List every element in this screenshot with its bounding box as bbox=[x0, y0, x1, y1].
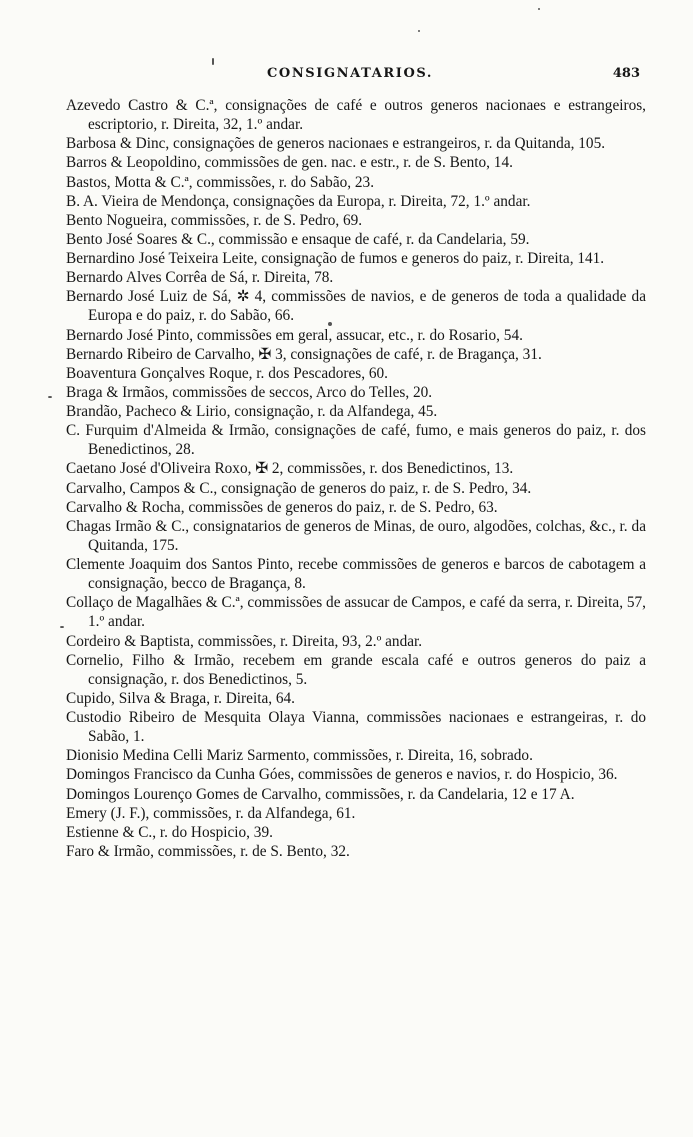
directory-entry: Cordeiro & Baptista, commissões, r. Direita, 93, 2.º andar. bbox=[66, 632, 423, 650]
ink-speck bbox=[418, 30, 420, 32]
page-number: 483 bbox=[612, 66, 640, 81]
directory-entry: Collaço de Magalhães & C.ª, commissões de assucar de Campos, e café da serra, r. Direita, 57, 1.º andar. bbox=[66, 594, 646, 631]
directory-entry: Boaventura Gonçalves Roque, r. dos Pescadores, 60. bbox=[66, 364, 389, 382]
directory-entry: C. Furquim d'Almeida & Irmão, consignações de café, fumo, e mais generos do paiz, r. dos Benedictinos, 28. bbox=[66, 422, 646, 459]
directory-entry: Estienne & C., r. do Hospicio, 39. bbox=[66, 823, 273, 841]
ink-speck bbox=[48, 396, 52, 398]
directory-entry: Carvalho, Campos & C., consignação de generos do paiz, r. de S. Pedro, 34. bbox=[66, 479, 532, 497]
directory-entry: Bento Nogueira, commissões, r. de S. Pedro, 69. bbox=[66, 211, 363, 229]
directory-entries bbox=[66, 96, 646, 861]
directory-entry: Dionisio Medina Celli Mariz Sarmento, commissões, r. Direita, 16, sobrado. bbox=[66, 747, 533, 765]
directory-entry: Domingos Lourenço Gomes de Carvalho, commissões, r. da Candelaria, 12 e 17 A. bbox=[66, 785, 575, 803]
directory-entry: Carvalho & Rocha, commissões de generos do paiz, r. de S. Pedro, 63. bbox=[66, 498, 498, 516]
directory-entry: Bernardo José Luiz de Sá, ✲ 4, commissões de navios, e de generos de toda a qualidade da Europa e do paiz, r. do Sabão, 66. bbox=[66, 288, 646, 325]
directory-entry: Bernardo José Pinto, commissões em geral, assucar, etc., r. do Rosario, 54. bbox=[66, 326, 523, 344]
directory-entry: B. A. Vieira de Mendonça, consignações da Europa, r. Direita, 72, 1.º andar. bbox=[66, 192, 531, 210]
directory-entry: Custodio Ribeiro de Mesquita Olaya Vianna, commissões nacionaes e estrangeiras, r. do Sabão, 1. bbox=[66, 709, 646, 746]
directory-entry: Caetano José d'Oliveira Roxo, ✠ 2, commissões, r. dos Benedictinos, 13. bbox=[66, 460, 514, 478]
running-head: CONSIGNATARIOS. bbox=[266, 66, 434, 81]
directory-entry: Emery (J. F.), commissões, r. da Alfandega, 61. bbox=[66, 804, 356, 822]
directory-entry: Bernardo Ribeiro de Carvalho, ✠ 3, consignações de café, r. de Bragança, 31. bbox=[66, 345, 542, 363]
directory-entry: Barros & Leopoldino, commissões de gen. nac. e estr., r. de S. Bento, 14. bbox=[66, 154, 513, 172]
ink-speck bbox=[60, 626, 64, 628]
directory-entry: Cupido, Silva & Braga, r. Direita, 64. bbox=[66, 689, 295, 707]
ink-speck bbox=[538, 8, 540, 10]
directory-entry: Bernardino José Teixeira Leite, consignação de fumos e generos do paiz, r. Direita, 141. bbox=[66, 250, 605, 267]
directory-entry: Chagas Irmão & C., consignatarios de generos de Minas, de ouro, algodões, colchas, &c., r. da Quitanda, 175. bbox=[66, 517, 646, 554]
directory-entry: Azevedo Castro & C.ª, consignações de café e outros generos nacionaes e estrangeiros, escriptorio, r. Direita, 32, 1.º andar. bbox=[66, 97, 646, 134]
directory-entry: Bastos, Motta & C.ª, commissões, r. do Sabão, 23. bbox=[66, 173, 375, 191]
directory-entry: Bento José Soares & C., commissão e ensaque de café, r. da Candelaria, 59. bbox=[66, 230, 530, 248]
directory-entry: Bernardo Alves Corrêa de Sá, r. Direita, 78. bbox=[66, 269, 334, 287]
directory-entry: Cornelio, Filho & Irmão, recebem em grande escala café e outros generos do paiz a consignação, r. dos Benedictinos, 5. bbox=[66, 651, 646, 688]
directory-entry: Faro & Irmão, commissões, r. de S. Bento, 32. bbox=[66, 842, 350, 860]
ink-speck bbox=[212, 58, 214, 65]
directory-entry: Domingos Francisco da Cunha Góes, commissões de generos e navios, r. do Hospicio, 36. bbox=[66, 766, 618, 784]
directory-entry: Braga & Irmãos, commissões de seccos, Arco do Telles, 20. bbox=[66, 383, 433, 401]
page-header bbox=[60, 66, 640, 86]
directory-entry: Brandão, Pacheco & Lirio, consignação, r. da Alfandega, 45. bbox=[66, 403, 438, 420]
directory-entry: Barbosa & Dinc, consignações de generos nacionaes e estrangeiros, r. da Quitanda, 105. bbox=[66, 135, 606, 153]
directory-entry: Clemente Joaquim dos Santos Pinto, recebe commissões de generos e barcos de cabotagem a consignação, becco de Bragança, 8. bbox=[66, 556, 646, 593]
